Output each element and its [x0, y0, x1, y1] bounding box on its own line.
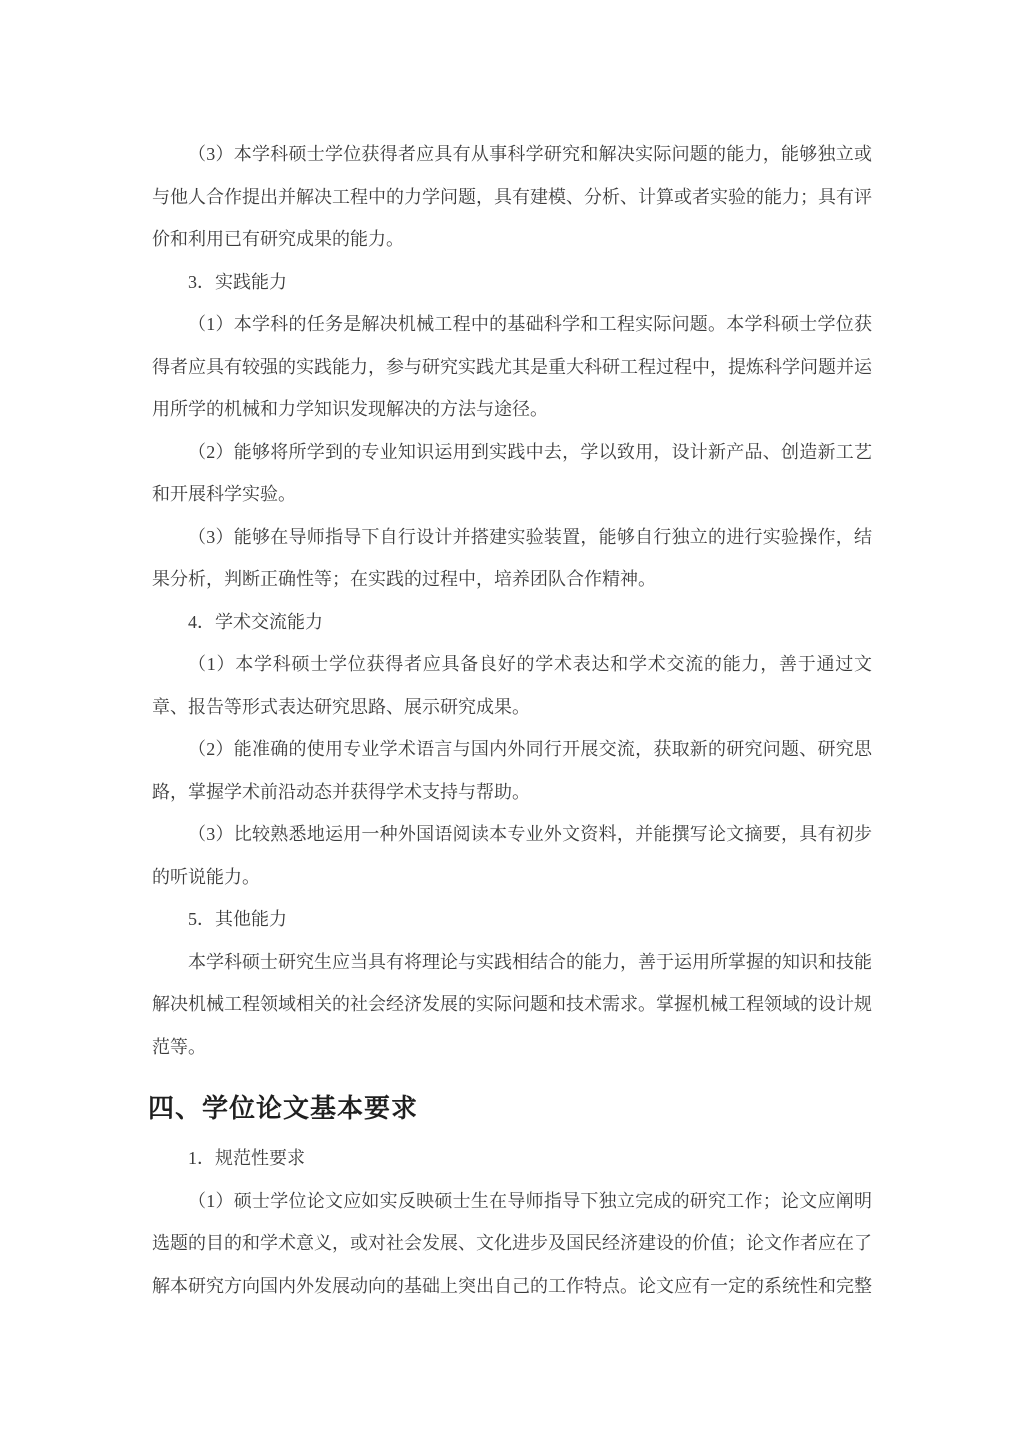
para-practical-2: （2）能够将所学到的专业知识运用到实践中去，学以致用，设计新产品、创造新工艺和开展科学实验。	[152, 441, 872, 504]
subheading-other-ability: 5．其他能力	[188, 909, 287, 929]
para-exchange-3: （3）比较熟悉地运用一种外国语阅读本专业外文资料，并能撰写论文摘要，具有初步的听说能力。	[152, 824, 872, 887]
document-content	[148, 133, 872, 1307]
section-heading-thesis-requirements: 四、学位论文基本要求	[148, 1094, 419, 1123]
para-exchange-1: （1）本学科硕士学位获得者应具备良好的学术表达和学术交流的能力，善于通过文章、报告等形式表达研究思路、展示研究成果。	[152, 654, 872, 717]
para-exchange-2: （2）能准确的使用专业学术语言与国内外同行开展交流，获取新的研究问题、研究思路，掌握学术前沿动态并获得学术支持与帮助。	[152, 739, 872, 802]
para-practical-1: （1）本学科的任务是解决机械工程中的基础科学和工程实际问题。本学科硕士学位获得者应具有较强的实践能力，参与研究实践尤其是重大科研工程过程中，提炼科学问题并运用所学的机械和力学知识发现解决的方法与途径。	[152, 314, 872, 419]
para-normative-1: （1）硕士学位论文应如实反映硕士生在导师指导下独立完成的研究工作；论文应阐明选题的目的和学术意义，或对社会发展、文化进步及国民经济建设的价值；论文作者应在了解本研究方向国内外发展动向的基础上突出自己的工作特点。论文应有一定的系统性和完整	[152, 1190, 872, 1296]
para-research-ability-3: （3）本学科硕士学位获得者应具有从事科学研究和解决实际问题的能力，能够独立或与他人合作提出并解决工程中的力学问题，具有建模、分析、计算或者实验的能力；具有评价和利用已有研究成果的能力。	[152, 144, 872, 249]
subheading-academic-exchange-ability: 4．学术交流能力	[188, 611, 323, 632]
para-practical-3: （3）能够在导师指导下自行设计并搭建实验装置，能够自行独立的进行实验操作，结果分析，判断正确性等；在实践的过程中，培养团队合作精神。	[152, 526, 872, 589]
para-other-ability: 本学科硕士研究生应当具有将理论与实践相结合的能力，善于运用所掌握的知识和技能解决机械工程领域相关的社会经济发展的实际问题和技术需求。掌握机械工程领域的设计规范等。	[152, 951, 872, 1057]
subheading-normative-requirements: 1．规范性要求	[188, 1148, 305, 1168]
subheading-practical-ability: 3．实践能力	[188, 271, 287, 292]
